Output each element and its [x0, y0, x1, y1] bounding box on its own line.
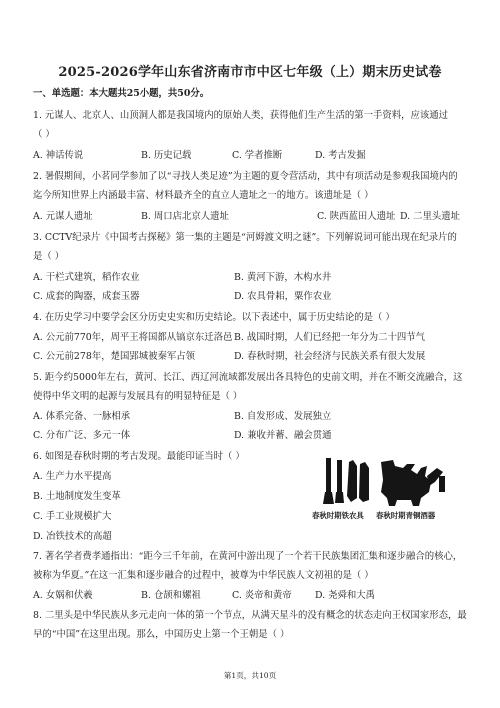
question-1-option-b: B. 历史记载: [141, 150, 192, 161]
question-8-line-1: 8. 二里头是中华民族从多元走向一体的第一个节点，从满天星斗的没有概念的状态走向王权国家形态，最: [33, 610, 467, 621]
question-4-option-d: D. 春秋时期，社会经济与民族关系有很大发展: [234, 351, 426, 362]
page-footer: 第1页，共10页: [223, 671, 277, 680]
question-6-option-d: D. 冶铁技术的高超: [33, 531, 112, 542]
question-3-line-1: 3. CCTV纪录片《中国考古探秘》第一集的主题是“河姆渡文明之谜”。下列解说词可能出现在纪录片的: [33, 232, 457, 243]
artifact-photos: [323, 456, 451, 514]
question-5-option-c: C. 分布广泛、多元一体: [33, 430, 131, 441]
question-8-line-2: 早的“中国”在这里出现。那么，中国历史上第一个王朝是（ ）: [33, 629, 290, 640]
question-5-line-2: 使得中华文明的起源与发展具有的明显特征是（ ）: [33, 391, 243, 402]
question-2-line-1: 2. 暑假期间，小茗同学参加了以“寻找人类足迹”为主题的夏令营活动，其中有项活动是参观我国境内的: [33, 171, 458, 182]
question-3-option-a: A. 干栏式建筑，稻作农业: [33, 272, 140, 283]
question-3-option-d: D. 农具骨耜，粟作农业: [234, 291, 332, 302]
question-3-option-b: B. 黄河下游，木构水井: [234, 272, 332, 283]
question-7-option-a: A. 女娲和伏羲: [33, 590, 93, 601]
question-1-option-d: D. 考古发掘: [315, 150, 366, 161]
question-5-option-d: D. 兼收并蓄、融会贯通: [234, 430, 332, 441]
section-heading: 一、单选题：本大题共25小题，共50分。: [33, 88, 210, 99]
question-1-line-2: （ ）: [33, 129, 55, 140]
question-2-option-c: C. 陕西蓝田人遗址: [317, 211, 396, 222]
question-2-option-d: D. 二里头遗址: [400, 211, 461, 222]
question-7-line-1: 7. 著名学者费孝通指出：“距今三千年前，在黄河中游出现了一个若干民族集团汇集和逐步融合的核心，: [33, 551, 463, 562]
question-2-line-2: 迄今所知世界上内涵最丰富、材料最齐全的直立人遗址之一的地方。该遗址是（ ）: [33, 190, 374, 201]
question-2-option-a: A. 元谋人遗址: [33, 211, 93, 222]
question-7-option-c: C. 炎帝和黄帝: [232, 590, 292, 601]
question-6-line-1: 6. 如图是春秋时期的考古发现。最能印证当时（ ）: [33, 451, 245, 462]
exam-title: 2025-2026学年山东省济南市市中区七年级（上）期末历史试卷: [58, 65, 442, 80]
figure-caption-right: 春秋时期青铜酒器: [376, 511, 436, 520]
question-5-option-a: A. 体系完备、一脉相承: [33, 411, 131, 422]
question-4-line-1: 4. 在历史学习中要学会区分历史史实和历史结论。以下表述中，属于历史结论的是（ ）: [33, 312, 395, 323]
figure-caption-left: 春秋时期铁农具: [312, 511, 364, 520]
bronze-vessel-image: [381, 460, 445, 506]
question-1-option-a: A. 神话传说: [33, 150, 84, 161]
question-6-option-a: A. 生产力水平提高: [33, 471, 112, 482]
question-3-option-c: C. 成套的陶器，成套玉器: [33, 291, 140, 302]
question-1-option-c: C. 学者推断: [232, 150, 283, 161]
question-4-option-c: C. 公元前278年，楚国郢城被秦军占领: [33, 351, 195, 362]
question-6-option-b: B. 土地制度发生变革: [33, 491, 121, 502]
question-1-line-1: 1. 元谋人、北京人、山顶洞人都是我国境内的原始人类，获得他们生产生活的第一手资料，应该通过: [33, 110, 449, 121]
question-6-option-c: C. 手工业规模扩大: [33, 511, 112, 522]
question-2-option-b: B. 周口店北京人遗址: [141, 211, 229, 222]
question-5-line-1: 5. 距今约5000年左右，黄河、长江、西辽河流域都发展出各具特色的史前文明，并在不断交流融合，这: [33, 372, 463, 383]
question-4-option-b: B. 战国时期，人们已经把一年分为二十四节气: [234, 332, 425, 343]
question-5-option-b: B. 自发形成、发展独立: [234, 411, 332, 422]
question-3-line-2: 是（ ）: [33, 251, 65, 262]
question-7-option-d: D. 尧舜和大禹: [315, 590, 376, 601]
question-7-option-b: B. 仓颉和嫘祖: [141, 590, 201, 601]
question-4-option-a: A. 公元前770年，周平王将国都从镐京东迁洛邑: [33, 332, 233, 343]
iron-tools-image: [323, 458, 369, 504]
question-7-line-2: 被称为华夏。”在这一汇集和逐步融合的过程中，被尊为中华民族人文初祖的是（ ）: [33, 570, 374, 581]
